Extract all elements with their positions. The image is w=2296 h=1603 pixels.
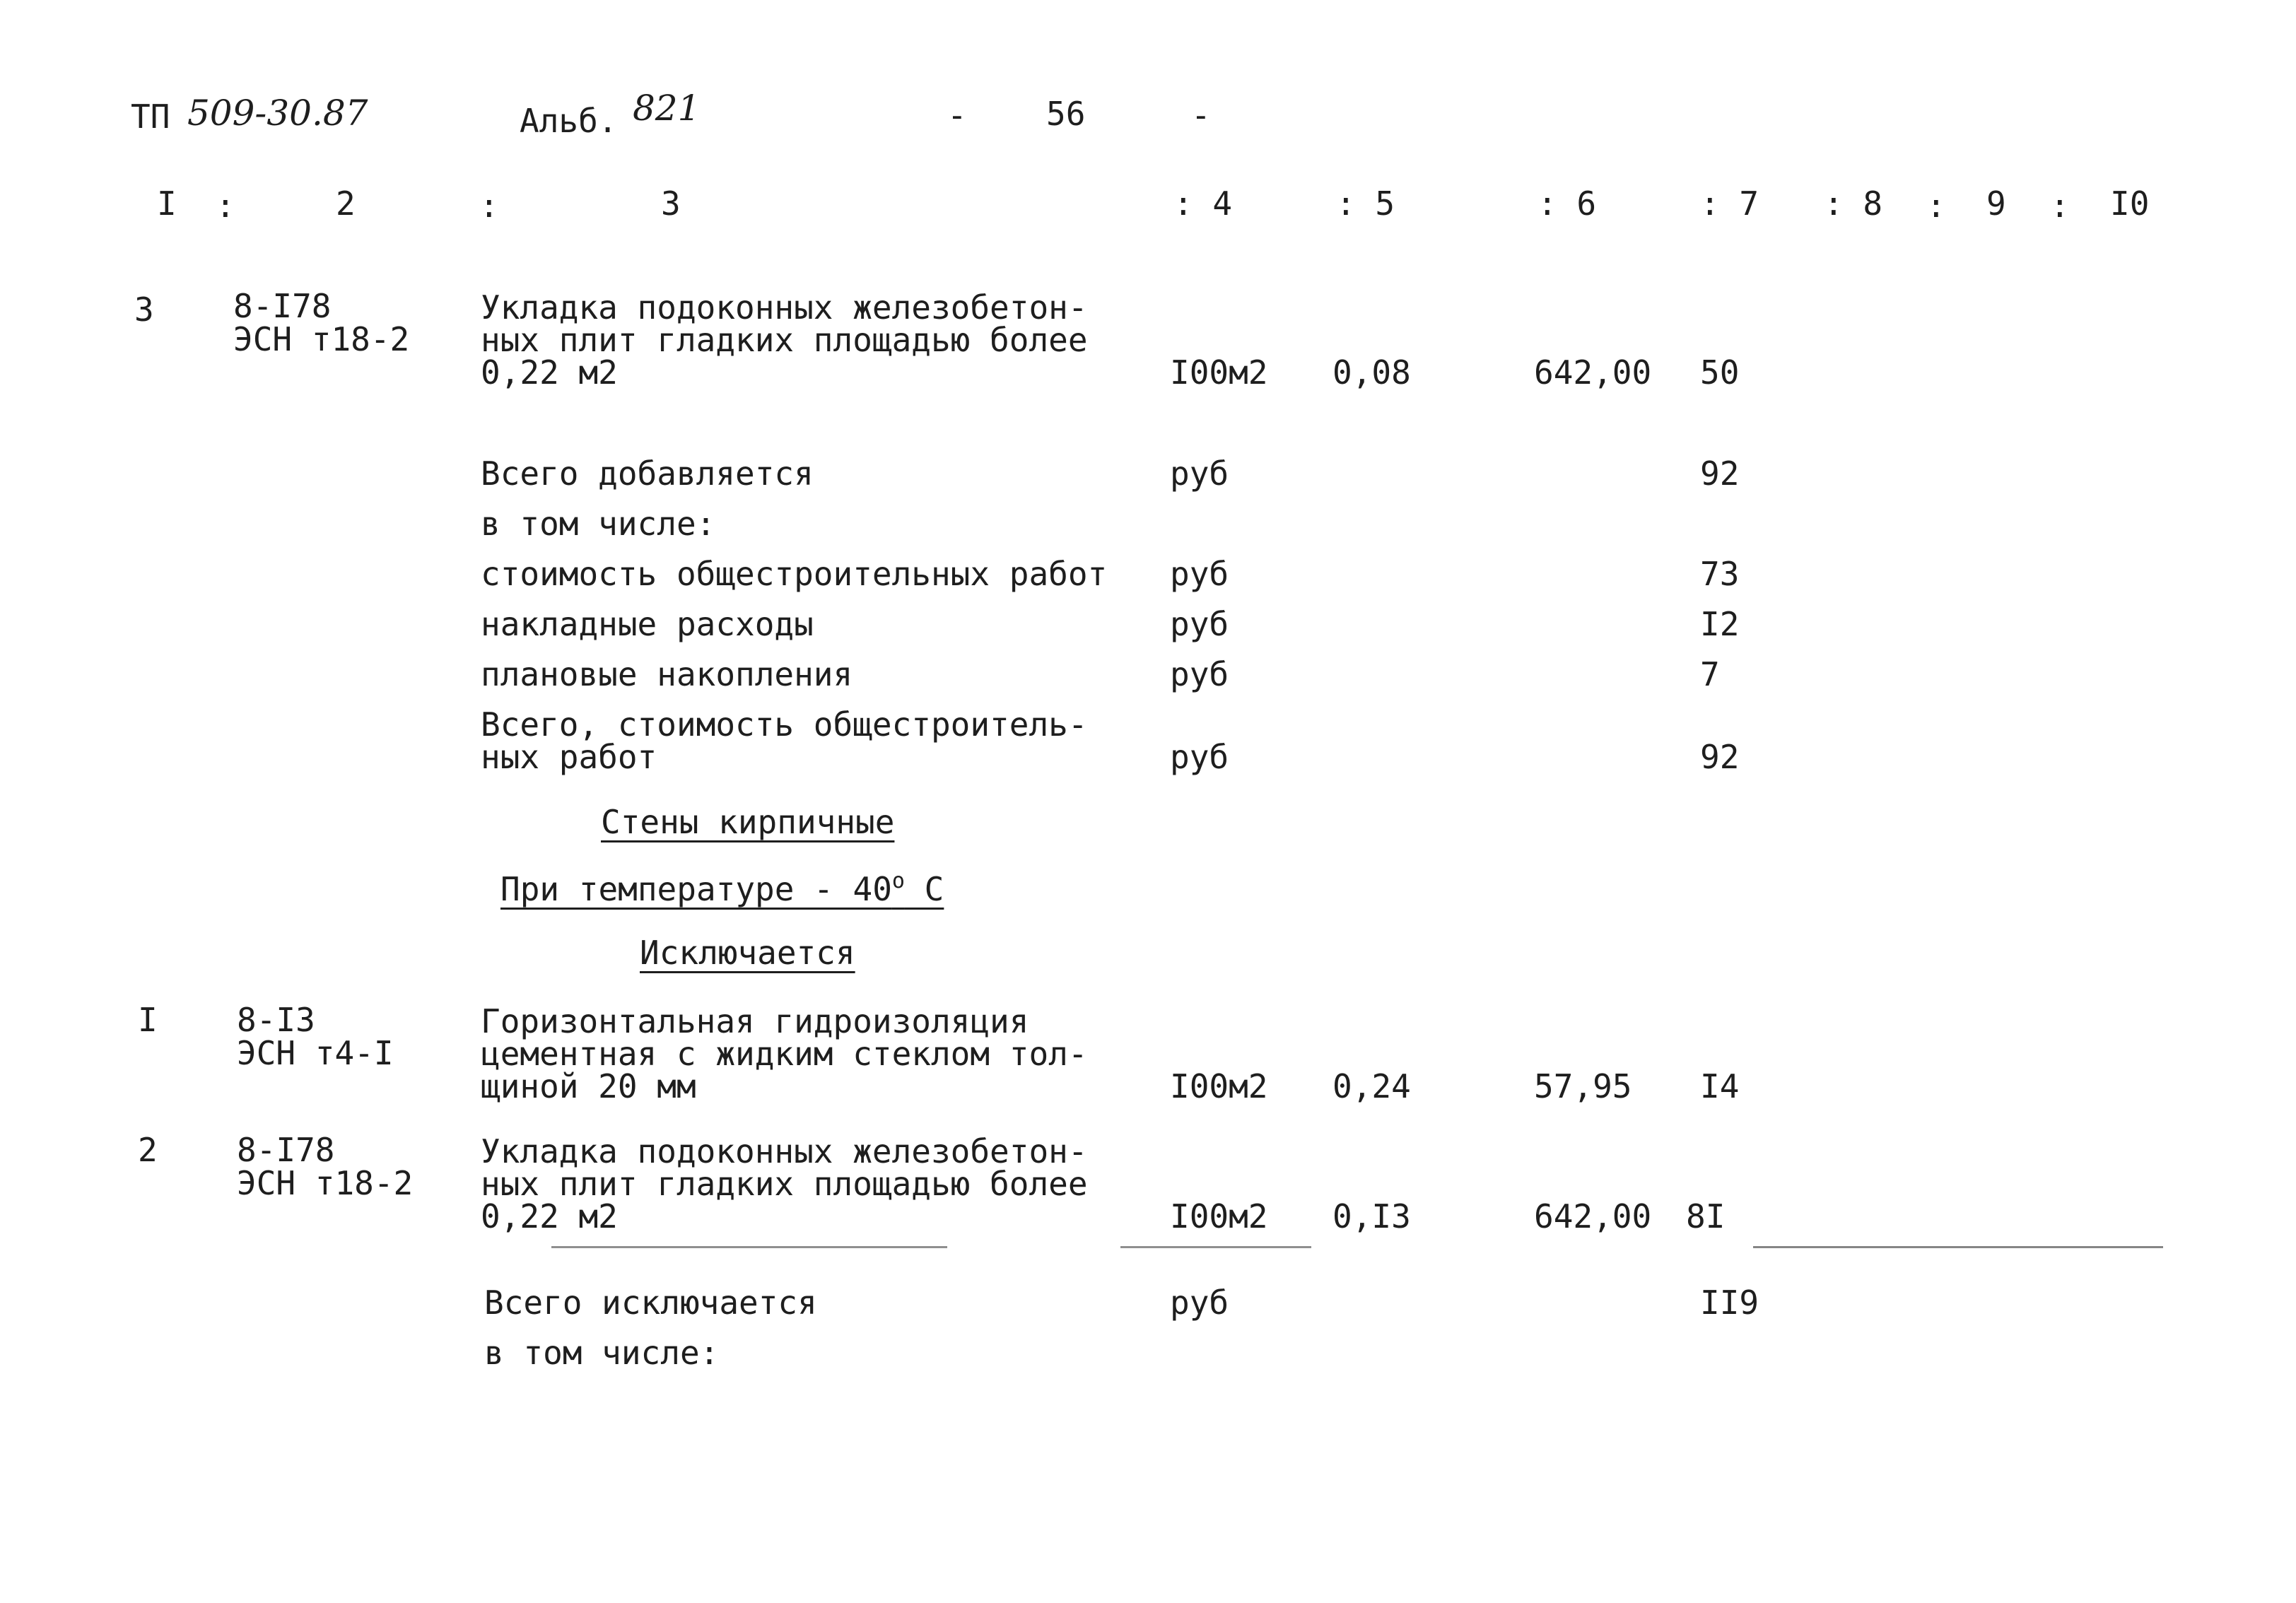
item-price: 57,95 <box>1534 1067 1632 1105</box>
album-label: Альб. <box>520 102 618 140</box>
item-quantity: 0,I3 <box>1332 1197 1411 1235</box>
col-separator: : <box>2050 187 2070 225</box>
summary-planned-value: 7 <box>1700 655 1720 693</box>
doc-number: 509-30.87 <box>187 93 368 134</box>
page-number: 56 <box>1046 95 1086 133</box>
summary-overhead-unit: руб <box>1170 605 1229 643</box>
section-heading-temperature: При температуре - $40^о$ С <box>500 869 944 908</box>
item-unit: I00м2 <box>1170 353 1268 392</box>
item-code: 8-I78 <box>237 1131 335 1169</box>
col-separator: : <box>479 187 499 225</box>
col-number-6: : 6 <box>1538 184 1597 223</box>
section-heading-walls: Стены кирпичные <box>601 803 895 841</box>
item-number: I <box>138 1001 158 1039</box>
table-rule <box>1753 1246 2163 1248</box>
summary-total-value: 92 <box>1700 454 1740 493</box>
item-number: 3 <box>134 290 154 329</box>
item-code: 8-I3 <box>237 1001 315 1039</box>
item-cost: I4 <box>1700 1067 1740 1105</box>
summary-total-general-unit: руб <box>1170 738 1229 776</box>
summary-total-unit: руб <box>1170 1284 1229 1322</box>
col-number-2: 2 <box>336 184 356 223</box>
item-number: 2 <box>138 1131 158 1169</box>
summary-total-general-value: 92 <box>1700 738 1740 776</box>
table-rule <box>1120 1246 1311 1248</box>
item-quantity: 0,24 <box>1332 1067 1411 1105</box>
item-price: 642,00 <box>1534 1197 1652 1235</box>
summary-general-unit: руб <box>1170 555 1229 593</box>
doc-prefix: ТП <box>131 98 170 136</box>
item-unit: I00м2 <box>1170 1067 1268 1105</box>
item-cost: 8I <box>1686 1197 1726 1235</box>
summary-total-general-label: Всего, стоимость общестроитель- ных работ <box>481 705 1088 776</box>
page-dash-left: - <box>947 96 967 134</box>
summary-total-label: Всего исключается <box>484 1284 817 1322</box>
item-code: 8-I78 <box>233 287 332 325</box>
summary-general-value: 73 <box>1700 555 1740 593</box>
col-number-10: I0 <box>2110 184 2150 223</box>
col-number-5: : 5 <box>1336 184 1395 223</box>
item-cost: 50 <box>1700 353 1740 392</box>
item-reference: ЭСН т4-I <box>237 1034 394 1072</box>
summary-planned-unit: руб <box>1170 655 1229 693</box>
summary-general-label: стоимость общестроительных работ <box>481 555 1108 593</box>
item-reference: ЭСН т18-2 <box>237 1164 414 1202</box>
summary-overhead-label: накладные расходы <box>481 605 814 643</box>
col-number-4: : 4 <box>1173 184 1233 223</box>
summary-including: в том числе: <box>484 1334 720 1372</box>
item-unit: I00м2 <box>1170 1197 1268 1235</box>
summary-total-value: II9 <box>1700 1284 1759 1322</box>
item-price: 642,00 <box>1534 353 1652 392</box>
summary-planned-label: плановые накопления <box>481 655 853 693</box>
summary-total-label: Всего добавляется <box>481 454 814 493</box>
summary-total-unit: руб <box>1170 454 1229 493</box>
col-number-7: : 7 <box>1700 184 1759 223</box>
table-rule <box>551 1246 947 1248</box>
col-number-1: I <box>157 184 177 223</box>
col-number-3: 3 <box>661 184 681 223</box>
col-number-9: 9 <box>1986 184 2006 223</box>
item-reference: ЭСН т18-2 <box>233 320 410 358</box>
summary-including: в том числе: <box>481 505 716 543</box>
section-heading-excluded: Исключается <box>640 934 855 972</box>
col-separator: : <box>216 187 235 225</box>
item-description: Укладка подоконных железобетон- ных плит гладких площадью более 0,22 м2 <box>481 288 1088 392</box>
item-description: Горизонтальная гидроизоляция цементная с жидким стеклом тол- щиной 20 мм <box>481 1002 1088 1105</box>
item-quantity: 0,08 <box>1332 353 1411 392</box>
summary-overhead-value: I2 <box>1700 605 1740 643</box>
album-number: 821 <box>633 88 701 129</box>
page-dash-right: - <box>1191 96 1211 134</box>
col-separator: : <box>1926 187 1946 225</box>
item-description: Укладка подоконных железобетон- ных плит гладких площадью более 0,22 м2 <box>481 1132 1088 1235</box>
col-number-8: : 8 <box>1824 184 1883 223</box>
